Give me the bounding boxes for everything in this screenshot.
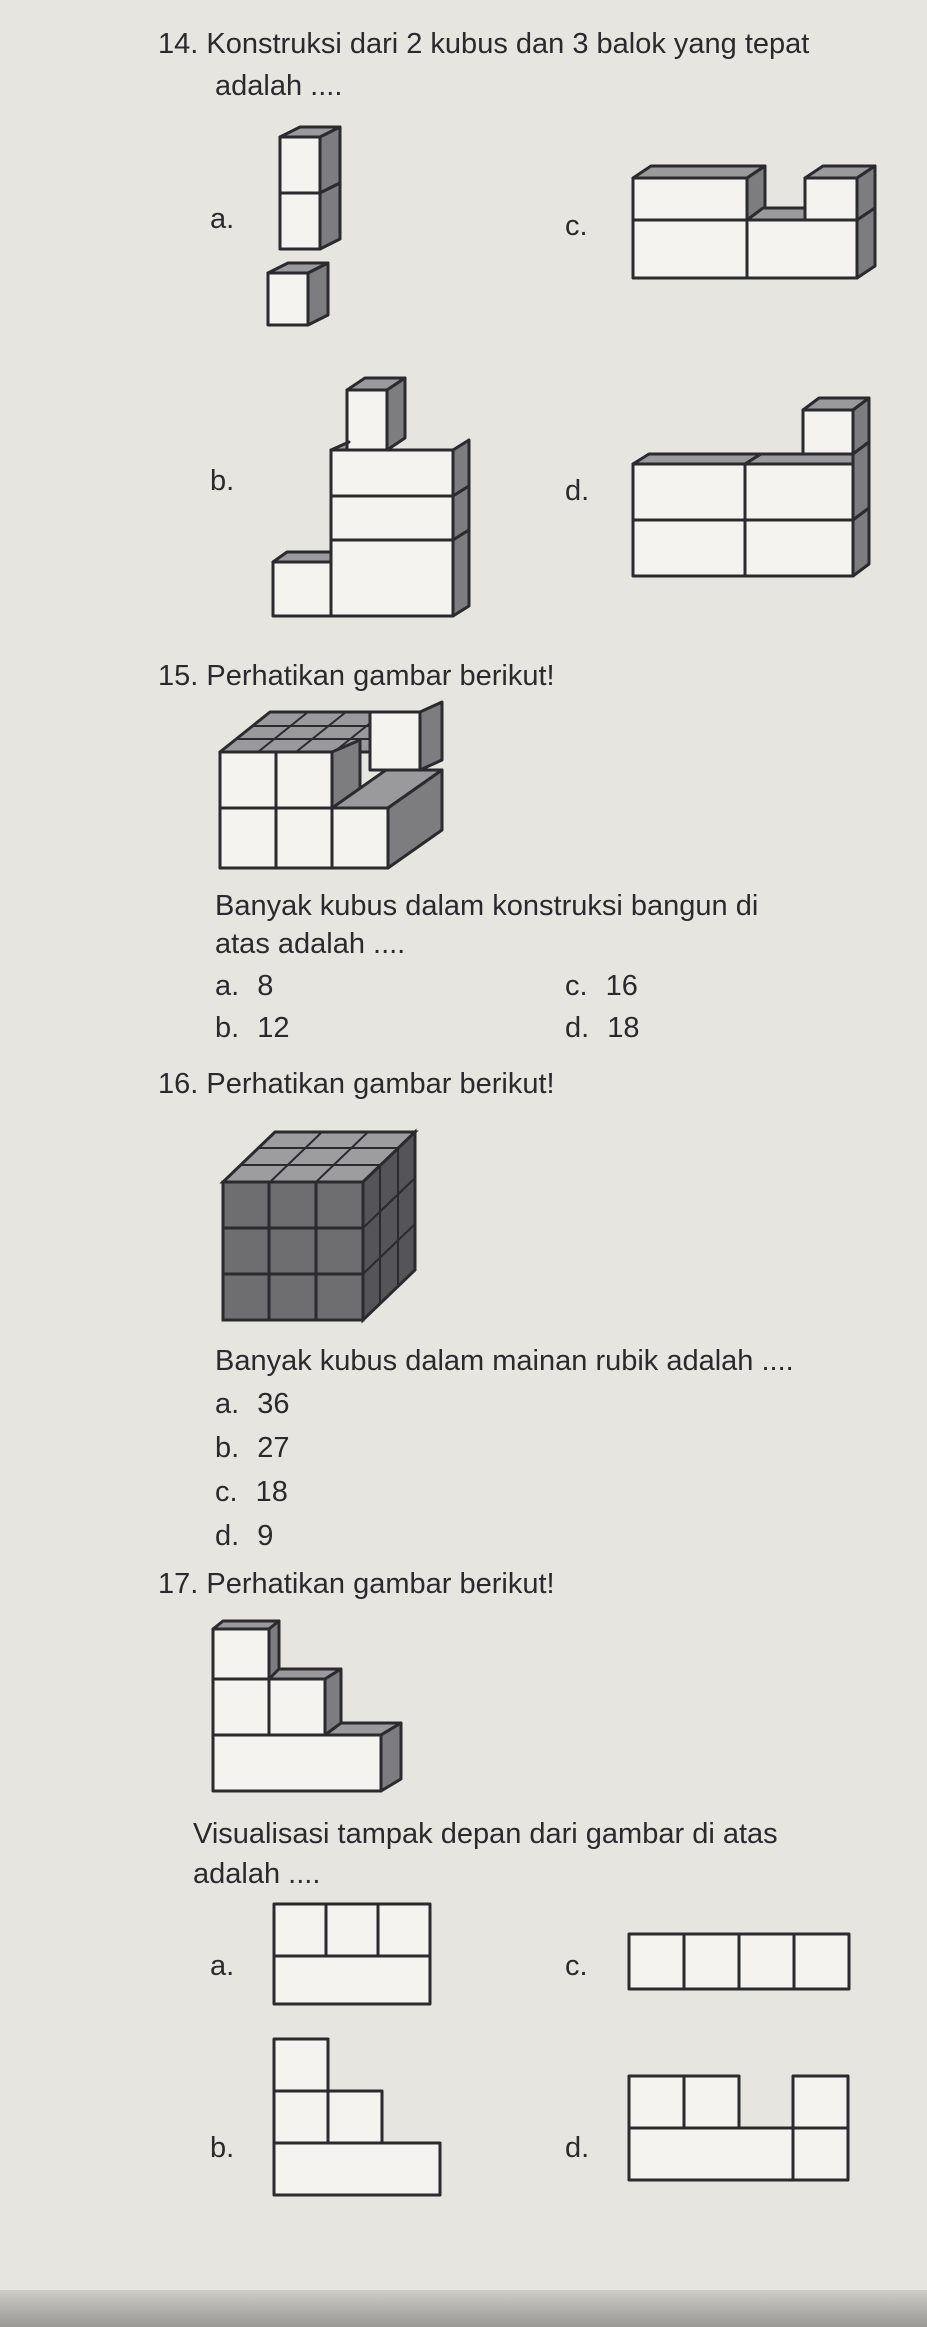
- q17-question-line2: adalah ....: [193, 1858, 321, 1890]
- q17-option-d-figure[interactable]: [625, 2070, 865, 2190]
- q15-back-side: [420, 702, 442, 770]
- q14d-upper-cube: [803, 410, 853, 454]
- q15-figure: [210, 700, 470, 880]
- q16-choice-a-letter: a.: [215, 1388, 240, 1420]
- q14-option-b-figure[interactable]: [265, 372, 485, 632]
- q15-question-line1: Banyak kubus dalam konstruksi bangun di: [215, 890, 759, 922]
- q14a-bottom-side: [308, 263, 328, 325]
- q17-option-c-label[interactable]: c.: [565, 1950, 588, 1982]
- q15-choice-c-letter: c.: [565, 970, 588, 1002]
- q15-choice-b-letter: b.: [215, 1012, 240, 1044]
- q16-choice-c-letter: c.: [215, 1476, 238, 1508]
- q17-option-d-label[interactable]: d.: [565, 2132, 590, 2164]
- q14-question-text: Konstruksi dari 2 kubus dan 3 balok yang tepat: [206, 28, 810, 60]
- q15-choice-a-letter: a.: [215, 970, 240, 1002]
- q14-option-a-figure[interactable]: [268, 125, 378, 345]
- q16-choice-d-value: 9: [257, 1520, 274, 1552]
- q14-option-c-label[interactable]: c.: [565, 210, 588, 242]
- q14b-low-cube: [273, 562, 331, 616]
- q14b-box-3: [331, 540, 453, 616]
- q14c-side-bottom: [857, 208, 875, 278]
- q16-rubik-figure: [215, 1120, 415, 1330]
- q14b-upper-cube: [347, 390, 387, 450]
- q16-choice-a[interactable]: [215, 1388, 290, 1421]
- q15-choice-d-value: 18: [607, 1012, 640, 1044]
- q14c-box-bottom-left: [633, 220, 747, 278]
- q14a-bottom-box: [268, 273, 308, 325]
- q14-option-d-figure[interactable]: [625, 382, 895, 582]
- q15-cube-4: [276, 808, 332, 868]
- q17-question-line1: Visualisasi tampak depan dari gambar di atas: [193, 1818, 778, 1850]
- q15-prompt: Perhatikan gambar berikut!: [206, 660, 555, 692]
- q14-number: 14.: [158, 28, 199, 60]
- q16-choice-b-letter: b.: [215, 1432, 240, 1464]
- q14a-upper-box: [280, 137, 320, 193]
- q15-cube-3: [220, 808, 276, 868]
- q14a-middle-box: [280, 193, 320, 249]
- q14c-box-top-left: [633, 178, 747, 220]
- q16-rubik-front: [223, 1182, 363, 1320]
- q15-choice-a-value: 8: [257, 970, 274, 1002]
- q14-option-b-label[interactable]: b.: [210, 465, 235, 497]
- q15-choice-a[interactable]: [215, 970, 273, 1003]
- q16-choice-c-value: 18: [255, 1476, 288, 1508]
- q16-question: Banyak kubus dalam mainan rubik adalah ....: [215, 1345, 794, 1377]
- q17-bottom-side: [381, 1723, 401, 1791]
- q17-option-b-label[interactable]: b.: [210, 2132, 235, 2164]
- bottom-edge-strip: [0, 2290, 927, 2327]
- q14d-box-right: [745, 464, 853, 520]
- q14c-box-top-right: [805, 178, 857, 220]
- q17-bottom-block: [213, 1735, 381, 1791]
- q16-choice-c[interactable]: [215, 1476, 288, 1509]
- q14-option-d-label[interactable]: d.: [565, 475, 590, 507]
- q17-number: 17.: [158, 1568, 199, 1600]
- q14b-side-3: [453, 530, 469, 616]
- q17-top-cube: [213, 1629, 269, 1679]
- q17-prompt: Perhatikan gambar berikut!: [206, 1568, 555, 1600]
- q14b-box-1: [331, 450, 453, 496]
- q15-cube-1: [220, 752, 276, 808]
- q14d-box-left: [633, 464, 745, 520]
- q17-mid-left: [213, 1679, 269, 1735]
- q17-mid-right: [269, 1679, 325, 1735]
- q14-option-c-figure[interactable]: [625, 158, 895, 288]
- q14d-box-bottom-right: [745, 520, 853, 576]
- q16-choice-b[interactable]: [215, 1432, 290, 1465]
- q15-choice-d[interactable]: [565, 1012, 640, 1045]
- q15-choice-c[interactable]: [565, 970, 638, 1003]
- q15-choice-d-letter: d.: [565, 1012, 590, 1044]
- q16-choice-d-letter: d.: [215, 1520, 240, 1552]
- q14d-side-bottom: [853, 508, 869, 576]
- q14b-upper-side: [387, 378, 405, 450]
- q14-line1: [158, 28, 809, 61]
- q17-line1: [158, 1568, 555, 1601]
- q15-cube-2: [276, 752, 332, 808]
- q16-choice-d[interactable]: [215, 1520, 273, 1553]
- q14-line2: adalah ....: [215, 70, 343, 102]
- q14c-top-left: [633, 166, 765, 178]
- q16-choice-a-value: 36: [257, 1388, 290, 1420]
- q16-line1: [158, 1068, 555, 1101]
- q15-cube-5: [332, 808, 388, 868]
- q15-number: 15.: [158, 660, 199, 692]
- q14d-box-bottom-left: [633, 520, 745, 576]
- q17-figure: [205, 1615, 425, 1805]
- q16-choice-b-value: 27: [257, 1432, 290, 1464]
- q17-option-b-figure[interactable]: [270, 2035, 450, 2205]
- q16-prompt: Perhatikan gambar berikut!: [206, 1068, 555, 1100]
- q17-option-a-figure[interactable]: [270, 1900, 450, 2010]
- q15-choice-b[interactable]: [215, 1012, 290, 1045]
- q14-option-a-label[interactable]: a.: [210, 203, 235, 235]
- q17-option-a-label[interactable]: a.: [210, 1950, 235, 1982]
- q15-choice-b-value: 12: [257, 1012, 290, 1044]
- q14b-box-2: [331, 496, 453, 540]
- q14c-box-bottom-right: [747, 220, 857, 278]
- q15-back-cube: [370, 712, 420, 770]
- q17-option-c-figure[interactable]: [625, 1930, 865, 2000]
- q15-choice-c-value: 16: [605, 970, 638, 1002]
- q14a-middle-side: [320, 183, 340, 249]
- q15-question-line2: atas adalah ....: [215, 928, 406, 960]
- q15-line1: [158, 660, 555, 693]
- q16-number: 16.: [158, 1068, 199, 1100]
